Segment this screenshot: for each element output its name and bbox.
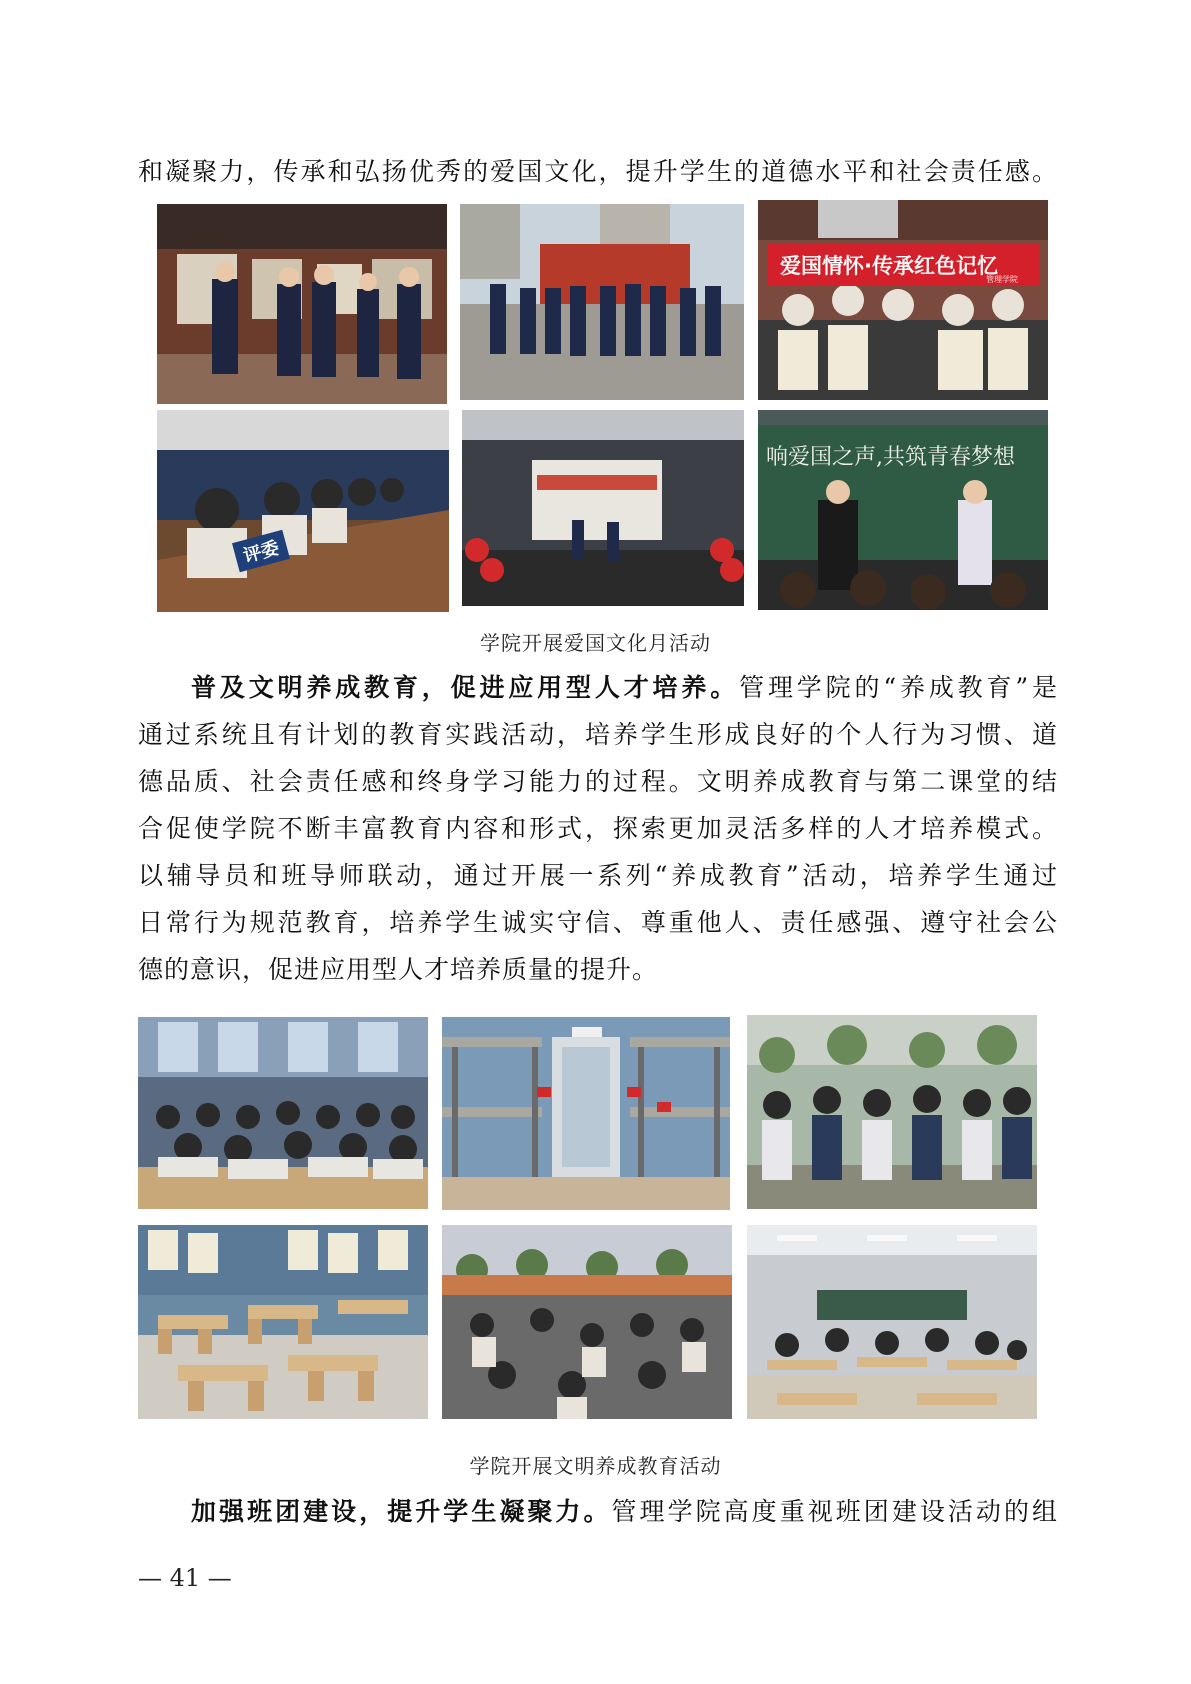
photo-cleaning-activity — [442, 1225, 732, 1419]
paragraph-civility-line-2: 通过系统且有计划的教育实践活动，培养学生形成良好的个人行为习惯、道 — [138, 720, 1058, 749]
heading-class-building: 加强班团建设，提升学生凝聚力。 — [191, 1497, 612, 1526]
heading-civility: 普及文明养成教育，促进应用型人才培养。 — [191, 673, 740, 702]
paragraph-civility-line-6: 日常行为规范教育，培养学生诚实守信、尊重他人、责任感强、遵守社会公 — [138, 908, 1058, 937]
photo-classroom-study — [747, 1225, 1037, 1419]
civility-line-1-text: 管理学院的“养成教育”是 — [739, 673, 1058, 702]
page-number: — 41 — — [138, 1564, 232, 1592]
paragraph-class-line-1 — [138, 1494, 1058, 1530]
photo-blackboard-speech — [758, 410, 1048, 610]
photo-debate-judges — [157, 410, 449, 612]
photo-study-hall — [138, 1017, 428, 1209]
caption-civility-education: 学院开展文明养成教育活动 — [469, 1454, 722, 1478]
photo-canteen — [138, 1225, 428, 1419]
banner-subtext: 管理学院 — [986, 275, 1018, 284]
paragraph-civility-line-5: 以辅导员和班导师联动，通过开展一系列“养成教育”活动，培养学生通过 — [138, 861, 1058, 890]
paragraph-civility-line-7: 德的意识，促进应用型人才培养质量的提升。 — [138, 955, 659, 984]
photo-formation-square — [460, 204, 744, 400]
paragraph-civility-line-1 — [138, 670, 1058, 706]
paragraph-civility-line-3: 德品质、社会责任感和终身学习能力的过程。文明养成教育与第二课堂的结 — [138, 767, 1058, 796]
paragraph-top-last-line: 和凝聚力，传承和弘扬优秀的爱国文化，提升学生的道德水平和社会责任感。 — [138, 157, 1058, 186]
photo-outdoor-students — [747, 1015, 1037, 1209]
paragraph-civility-line-4: 合促使学院不断丰富教育内容和形式，探索更加灵活多样的人才培养模式。 — [138, 814, 1058, 843]
banner-text: 爱国情怀·传承红色记忆 — [780, 254, 998, 278]
blackboard-text: 响爱国之声,共筑青春梦想 — [766, 445, 1015, 470]
judge-sign: 评委 — [232, 530, 290, 572]
photo-dormitory — [442, 1017, 730, 1210]
photo-exhibition-hall — [157, 204, 447, 404]
photo-red-banner-event — [758, 200, 1048, 400]
caption-patriotic-culture: 学院开展爱国文化月活动 — [480, 631, 711, 655]
class-line-1-text: 管理学院高度重视班团建设活动的组 — [611, 1497, 1058, 1526]
photo-lecture-stage — [462, 410, 744, 606]
